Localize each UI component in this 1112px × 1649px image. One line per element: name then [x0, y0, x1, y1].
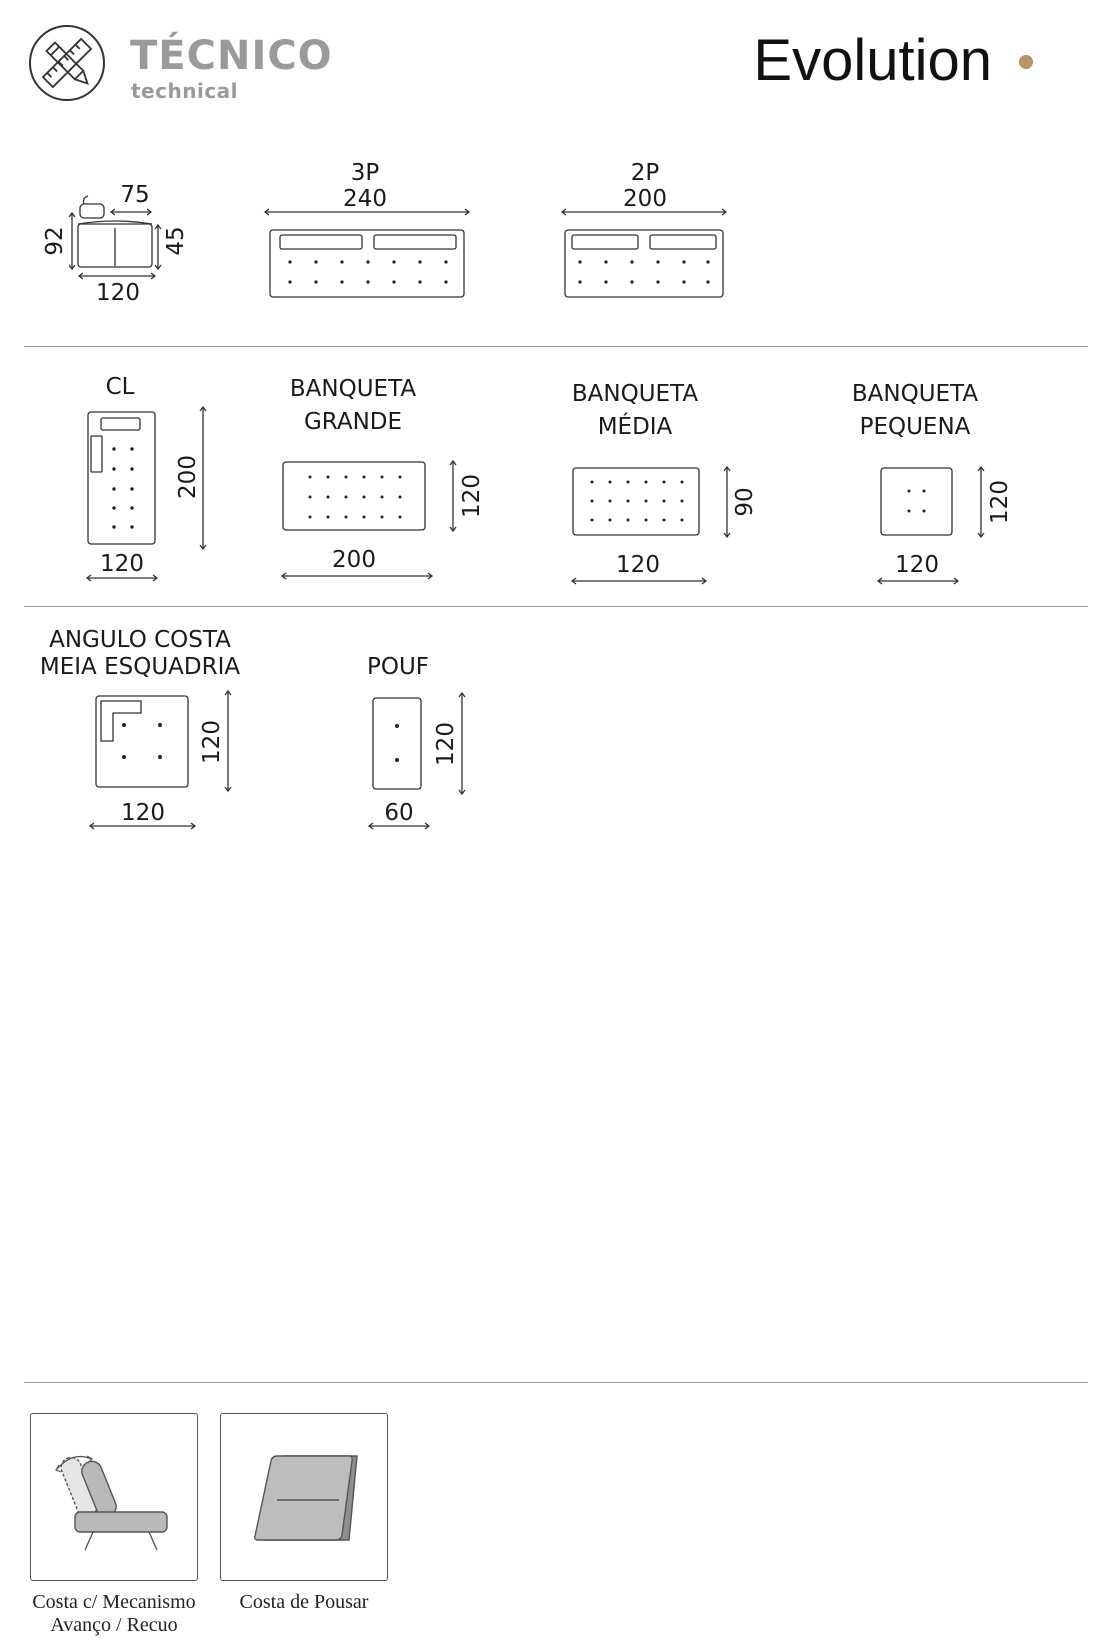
dim-depth-75: 75	[120, 182, 150, 208]
reclining-backrest-icon	[31, 1414, 199, 1582]
module-label-angulo-1: ANGULO COSTA	[49, 627, 231, 653]
module-label-angulo-2: MEIA ESQUADRIA	[39, 654, 241, 680]
dim-width-120: 120	[96, 280, 140, 306]
divider	[24, 1382, 1088, 1383]
option-caption-cushion: Costa de Pousar	[239, 1591, 369, 1613]
dim-height-92: 92	[42, 226, 68, 256]
option-card-cushion	[220, 1413, 388, 1581]
dim-media-width: 120	[616, 552, 660, 578]
dim-pequena-depth: 120	[987, 480, 1013, 524]
option-caption-mechanism-2: Avanço / Recuo	[50, 1614, 178, 1636]
dim-pouf-width: 60	[384, 800, 414, 826]
dim-2p-width: 200	[623, 186, 667, 212]
brand-title: TÉCNICO	[130, 33, 333, 79]
dim-grande-width: 200	[332, 547, 376, 573]
module-label-banqueta-media-1: BANQUETA	[571, 381, 699, 407]
brand-subtitle: technical	[131, 79, 239, 103]
dim-seat-45: 45	[163, 226, 189, 256]
dim-pouf-depth: 120	[433, 722, 459, 766]
module-label-banqueta-media-2: MÉDIA	[597, 414, 673, 440]
module-label-pouf: POUF	[366, 654, 430, 680]
dim-cl-width: 120	[100, 551, 144, 577]
module-label-banqueta-pequena-1: BANQUETA	[851, 381, 979, 407]
module-label-banqueta-grande-1: BANQUETA	[289, 376, 417, 402]
dim-angulo-width: 120	[121, 800, 165, 826]
module-label-3p: 3P	[350, 160, 380, 186]
dim-3p-width: 240	[343, 186, 387, 212]
dim-grande-depth: 120	[459, 474, 485, 518]
dim-cl-length: 200	[175, 455, 201, 499]
dim-pequena-width: 120	[895, 552, 939, 578]
option-caption-mechanism-1: Costa c/ Mecanismo	[32, 1591, 196, 1613]
dim-angulo-depth: 120	[199, 720, 225, 764]
module-label-banqueta-grande-2: GRANDE	[303, 409, 403, 435]
cushion-backrest-icon	[221, 1414, 389, 1582]
module-label-banqueta-pequena-2: PEQUENA	[859, 414, 971, 440]
product-name: Evolution	[753, 28, 992, 93]
module-label-2p: 2P	[630, 160, 660, 186]
module-label-cl: CL	[105, 374, 135, 400]
dim-media-depth: 90	[732, 487, 758, 517]
option-card-mechanism	[30, 1413, 198, 1581]
